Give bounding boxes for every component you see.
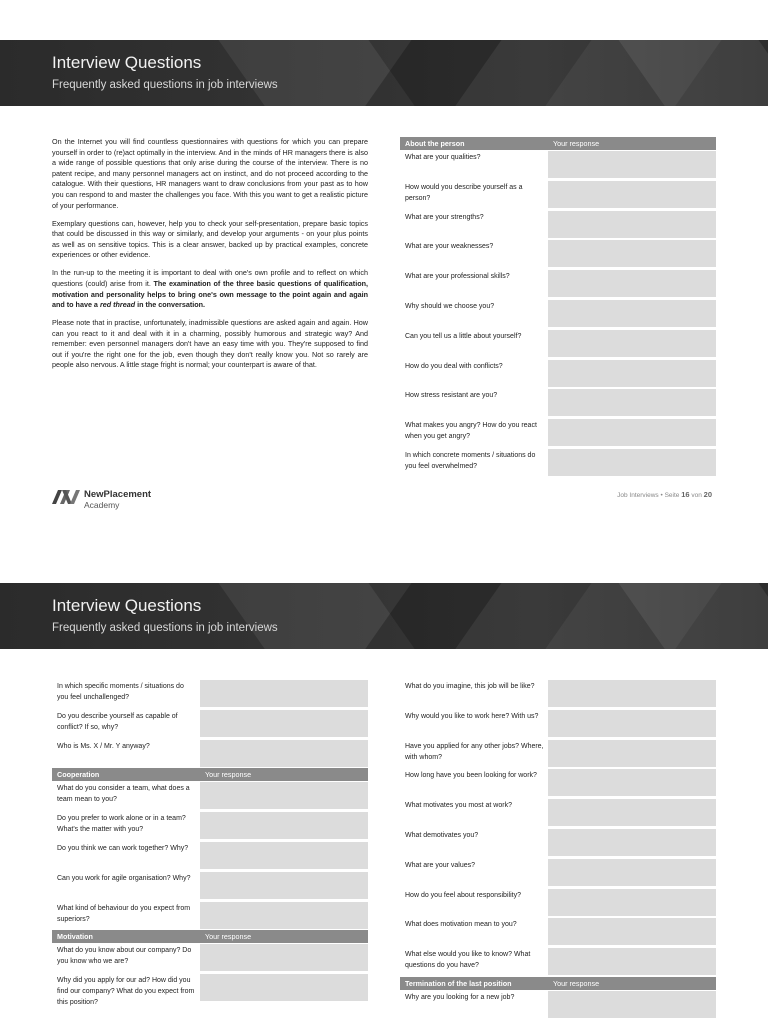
question-text: How would you describe yourself as a person? xyxy=(405,183,523,202)
question-text: Why are you looking for a new job? xyxy=(405,993,515,1001)
question-text: Do you think we can work together? Why? xyxy=(57,844,189,852)
logo-name: NewPlacement xyxy=(84,489,152,500)
paragraph-emphasis: The examination of the three basic questions of qualification, motivation and personality helps to bring one's own message to the point again and again and to have a xyxy=(52,278,368,310)
paragraph: Please note that in practise, unfortunately, inadmissible questions are asked again and again. How can you react to it and deal with it in a charming, possibly humorous and strategic way? And remember: even personnel managers don't have an easy time with you. They're supposed to find out if you're the right one for the job, even though they don't really know you. Not so rarely are people also nervous. A little stage fright is normal; your counterpart is aware of that. xyxy=(52,318,368,370)
response-field[interactable] xyxy=(548,680,716,707)
response-field[interactable] xyxy=(548,300,716,327)
question-row xyxy=(400,150,716,180)
response-field[interactable] xyxy=(200,944,368,971)
logo-icon xyxy=(52,490,80,504)
question-text: Do you describe yourself as capable of conflict? If so, why? xyxy=(57,712,178,731)
question-row xyxy=(400,917,716,947)
question-text: Why should we choose you? xyxy=(405,302,495,310)
question-row xyxy=(400,388,716,418)
question-row xyxy=(400,329,716,359)
question-row xyxy=(400,888,716,918)
question-row xyxy=(52,811,368,841)
response-field[interactable] xyxy=(548,360,716,387)
table-header xyxy=(52,768,368,781)
page-title: Interview Questions xyxy=(52,596,202,615)
response-field[interactable] xyxy=(200,710,368,737)
question-text: Do you prefer to work alone or in a team? What's the matter with you? xyxy=(57,815,186,834)
question-text: How do you feel about responsibility? xyxy=(405,891,521,899)
intro-text xyxy=(52,137,368,378)
question-text: Who is Ms. X / Mr. Y anyway? xyxy=(57,742,150,750)
section-header: Termination of the last position xyxy=(405,978,512,988)
response-column-label: Your response xyxy=(205,932,252,942)
table-header xyxy=(400,137,716,150)
question-row xyxy=(400,798,716,828)
response-field[interactable] xyxy=(548,889,716,916)
question-row xyxy=(400,448,716,478)
paragraph-text: In the run-up to the meeting it is important to deal with one's own profile and to reflect on which questions (could) arise from it. xyxy=(52,268,368,288)
response-field[interactable] xyxy=(548,991,716,1018)
response-field[interactable] xyxy=(200,812,368,839)
question-row xyxy=(400,709,716,739)
question-text: Can you tell us a little about yourself? xyxy=(405,332,522,340)
response-field[interactable] xyxy=(200,842,368,869)
question-text: What kind of behaviour do you expect from superiors? xyxy=(57,904,191,923)
paragraph-emphasis-italic: red thread xyxy=(99,300,136,310)
question-text: What demotivates you? xyxy=(405,831,479,839)
paragraph xyxy=(52,268,368,310)
right-question-table xyxy=(400,679,716,1020)
question-text: What are your values? xyxy=(405,861,476,869)
question-text: What are your weaknesses? xyxy=(405,243,494,251)
page-title: Interview Questions xyxy=(52,53,202,72)
response-field[interactable] xyxy=(548,799,716,826)
question-text: Have you applied for any other jobs? Where, with whom? xyxy=(405,742,544,761)
question-text: What do you know about our company? Do you know who we are? xyxy=(57,947,192,966)
response-field[interactable] xyxy=(200,782,368,809)
response-field[interactable] xyxy=(548,389,716,416)
section-header: About the person xyxy=(405,139,465,148)
question-row xyxy=(400,418,716,448)
question-text: How long have you been looking for work? xyxy=(405,772,537,780)
question-row xyxy=(52,739,368,769)
question-row xyxy=(400,299,716,329)
response-field[interactable] xyxy=(548,181,716,208)
question-row xyxy=(400,947,716,977)
response-field[interactable] xyxy=(548,769,716,796)
question-text: How stress resistant are you? xyxy=(405,392,498,400)
response-field[interactable] xyxy=(548,449,716,476)
question-row xyxy=(52,679,368,709)
response-field[interactable] xyxy=(548,948,716,975)
about-person-table xyxy=(400,137,716,478)
paragraph-emphasis: in the conversation. xyxy=(135,300,205,310)
page-subtitle: Frequently asked questions in job interviews xyxy=(52,622,278,634)
footer-text: Job Interviews • Seite xyxy=(617,492,680,499)
page-total: 20 xyxy=(703,490,712,499)
question-text: What are your strengths? xyxy=(405,213,484,221)
logo-subname: Academy xyxy=(84,500,120,510)
question-text: What motivates you most at work? xyxy=(405,802,512,810)
left-question-table xyxy=(52,679,368,1015)
table-header xyxy=(400,977,716,990)
question-row xyxy=(400,768,716,798)
question-row xyxy=(400,990,716,1020)
question-row xyxy=(400,679,716,709)
question-row xyxy=(52,841,368,871)
footer-of: von xyxy=(691,492,702,499)
question-text: What do you imagine, this job will be like? xyxy=(405,683,535,690)
response-field[interactable] xyxy=(548,211,716,238)
response-field[interactable] xyxy=(548,859,716,886)
question-text: What makes you angry? How do you react when you get angry? xyxy=(405,422,537,441)
page-number: 16 xyxy=(681,490,690,499)
response-field[interactable] xyxy=(548,918,716,945)
response-column-label: Your response xyxy=(205,770,252,780)
page1-banner xyxy=(0,40,768,106)
paragraph: Exemplary questions can, however, help you to check your self-presentation, prepare basic topics that could be discussed in this way or similarly, and develop your arguments - on your plus points as well as on sensitive topics. This is a clear answer, backed up by practical examples, concrete experiences or other evidence. xyxy=(52,218,368,260)
paragraph: On the Internet you will find countless questionnaires with questions for which you can prepare yourself in order to (re)act optimally in the interview. And in the minds of HR managers there is also a wide range of possible questions that only arise during the course of the interview. There is no patent recipe, and many personnel managers act on instinct, and do not proceed according to the catalogue. With their questions, HR managers want to draw conclusions from your past as to how you can respond to and master the challenges you face. With this you want to get a realistic picture of your performance. xyxy=(52,137,368,210)
response-field[interactable] xyxy=(200,680,368,707)
question-text: How do you deal with conflicts? xyxy=(405,362,503,370)
page-footer xyxy=(560,490,712,499)
question-text: Why would you like to work here? With us? xyxy=(405,712,539,720)
question-row xyxy=(400,180,716,210)
question-text: What else would you like to know? What questions do you have? xyxy=(405,951,531,970)
question-row xyxy=(52,943,368,973)
response-field[interactable] xyxy=(200,902,368,929)
question-row xyxy=(400,858,716,888)
question-row xyxy=(400,269,716,299)
response-field[interactable] xyxy=(200,974,368,1001)
response-field[interactable] xyxy=(548,740,716,767)
question-text: What are your qualities? xyxy=(405,154,481,161)
question-text: What are your professional skills? xyxy=(405,273,510,281)
table-header xyxy=(52,930,368,943)
question-row xyxy=(52,709,368,739)
question-text: In which specific moments / situations do you feel unchallenged? xyxy=(57,683,184,701)
response-field[interactable] xyxy=(548,240,716,267)
page2-banner xyxy=(0,583,768,649)
question-row xyxy=(400,828,716,858)
response-field[interactable] xyxy=(548,330,716,357)
question-row xyxy=(400,359,716,389)
question-text: Can you work for agile organisation? Why? xyxy=(57,874,191,882)
section-header: Cooperation xyxy=(57,770,100,780)
question-row xyxy=(52,781,368,811)
response-field[interactable] xyxy=(548,829,716,856)
response-field[interactable] xyxy=(548,419,716,446)
response-field[interactable] xyxy=(548,270,716,297)
question-row xyxy=(400,739,716,769)
question-text: What does motivation mean to you? xyxy=(405,921,517,929)
response-field[interactable] xyxy=(548,151,716,178)
question-row xyxy=(52,973,368,1015)
response-column-label: Your response xyxy=(553,139,600,148)
response-field[interactable] xyxy=(548,710,716,737)
question-row xyxy=(400,239,716,269)
page-subtitle: Frequently asked questions in job interviews xyxy=(52,79,278,91)
question-row xyxy=(52,901,368,931)
response-field[interactable] xyxy=(200,740,368,767)
response-field[interactable] xyxy=(200,872,368,899)
response-column-label: Your response xyxy=(553,978,600,988)
question-row xyxy=(400,210,716,240)
question-row xyxy=(52,871,368,901)
section-header: Motivation xyxy=(57,932,93,942)
question-text: What do you consider a team, what does a team mean to you? xyxy=(57,785,190,804)
question-text: In which concrete moments / situations do you feel overwhelmed? xyxy=(405,451,536,470)
question-text: Why did you apply for our ad? How did you find our company? What do you expect from this position? xyxy=(57,977,195,1007)
